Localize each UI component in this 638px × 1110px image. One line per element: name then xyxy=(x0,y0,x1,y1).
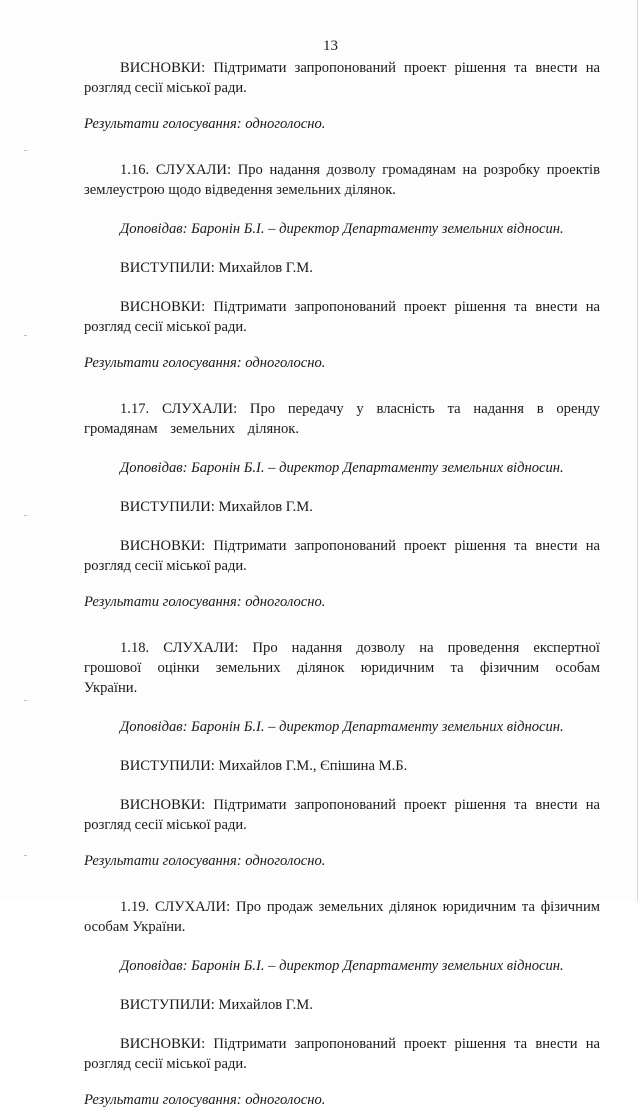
speaker-line: Доповідав: Баронін Б.І. – директор Департаменту земельних відносин. xyxy=(120,221,564,237)
scan-mark xyxy=(24,515,27,516)
heard-label: СЛУХАЛИ: xyxy=(155,162,232,178)
conclusion-label: ВИСНОВКИ: xyxy=(120,538,206,554)
spoke-line xyxy=(84,756,600,776)
spoke-line xyxy=(84,258,600,278)
conclusion-text: Підтримати запропонований проект рішення та внести на розгляд сесії міської ради. xyxy=(84,60,600,96)
item-number: 1.16. xyxy=(120,162,150,178)
spoke-line xyxy=(84,995,600,1015)
conclusion-label: ВИСНОВКИ: xyxy=(120,797,206,813)
item-number: 1.17. xyxy=(120,401,150,417)
vote-result xyxy=(84,851,600,871)
spoke-label: ВИСТУПИЛИ: xyxy=(120,260,215,276)
spoke-text: Михайлов Г.М., Єпішина М.Б. xyxy=(218,758,408,774)
conclusion-paragraph xyxy=(84,297,600,337)
conclusion-text: Підтримати запропонований проект рішення та внести на розгляд сесії міської ради. xyxy=(84,538,600,574)
vote-label: Результати голосування: xyxy=(84,355,242,371)
scan-mark xyxy=(24,855,27,856)
vote-value: одноголосно. xyxy=(245,853,326,869)
scan-mark xyxy=(24,335,27,336)
item-number: 1.19. xyxy=(120,899,150,915)
heard-text: Про надання дозволу громадянам на розробку проектів землеустрою щодо відведення земельних ділянок. xyxy=(84,162,600,198)
heard-label: СЛУХАЛИ: xyxy=(163,640,239,656)
conclusion-label: ВИСНОВКИ: xyxy=(120,299,206,315)
scan-mark xyxy=(24,700,27,701)
conclusion-text: Підтримати запропонований проект рішення та внести на розгляд сесії міської ради. xyxy=(84,299,600,335)
vote-label: Результати голосування: xyxy=(84,853,242,869)
heard-paragraph-1-18 xyxy=(84,638,600,698)
page-number: 13 xyxy=(323,38,338,54)
heard-label: СЛУХАЛИ: xyxy=(161,401,238,417)
conclusion-label: ВИСНОВКИ: xyxy=(120,1036,206,1052)
vote-value: одноголосно. xyxy=(245,116,326,132)
vote-label: Результати голосування: xyxy=(84,594,242,610)
spoke-label: ВИСТУПИЛИ: xyxy=(120,997,215,1013)
conclusion-text: Підтримати запропонований проект рішення та внести на розгляд сесії міської ради. xyxy=(84,797,600,833)
heard-paragraph-1-19 xyxy=(84,897,600,937)
vote-result xyxy=(84,114,600,134)
conclusion-paragraph xyxy=(84,536,600,576)
spoke-text: Михайлов Г.М. xyxy=(218,997,313,1013)
heard-paragraph-1-17 xyxy=(84,399,600,439)
scan-mark xyxy=(24,150,27,151)
spoke-label: ВИСТУПИЛИ: xyxy=(120,499,215,515)
spoke-text: Михайлов Г.М. xyxy=(218,260,313,276)
vote-result xyxy=(84,1090,600,1110)
item-number: 1.18. xyxy=(120,640,150,656)
heard-paragraph-1-16 xyxy=(84,160,600,200)
conclusion-paragraph xyxy=(84,58,600,98)
speaker-line: Доповідав: Баронін Б.І. – директор Департаменту земельних відносин. xyxy=(120,958,564,974)
spoke-line xyxy=(84,497,600,517)
vote-value: одноголосно. xyxy=(245,1092,326,1108)
speaker-line: Доповідав: Баронін Б.І. – директор Департаменту земельних відносин. xyxy=(120,719,564,735)
vote-result xyxy=(84,353,600,373)
spoke-label: ВИСТУПИЛИ: xyxy=(120,758,215,774)
heard-text: Про передачу у власність та надання в оренду громадянам земельних ділянок. xyxy=(84,401,600,437)
protocol-body xyxy=(84,58,600,1110)
heard-label: СЛУХАЛИ: xyxy=(154,899,231,915)
heard-text: Про надання дозволу на проведення експертної грошової оцінки земельних ділянок юридичним та фізичним особам України. xyxy=(84,640,600,696)
heard-text: Про продаж земельних ділянок юридичним та фізичним особам України. xyxy=(84,899,600,935)
spoke-text: Михайлов Г.М. xyxy=(218,499,313,515)
conclusion-paragraph xyxy=(84,795,600,835)
conclusion-label: ВИСНОВКИ: xyxy=(120,60,206,76)
conclusion-text: Підтримати запропонований проект рішення та внести на розгляд сесії міської ради. xyxy=(84,1036,600,1072)
vote-value: одноголосно. xyxy=(245,594,326,610)
vote-label: Результати голосування: xyxy=(84,116,242,132)
speaker-line: Доповідав: Баронін Б.І. – директор Департаменту земельних відносин. xyxy=(120,460,564,476)
vote-result xyxy=(84,592,600,612)
vote-value: одноголосно. xyxy=(245,355,326,371)
conclusion-paragraph xyxy=(84,1034,600,1074)
vote-label: Результати голосування: xyxy=(84,1092,242,1108)
